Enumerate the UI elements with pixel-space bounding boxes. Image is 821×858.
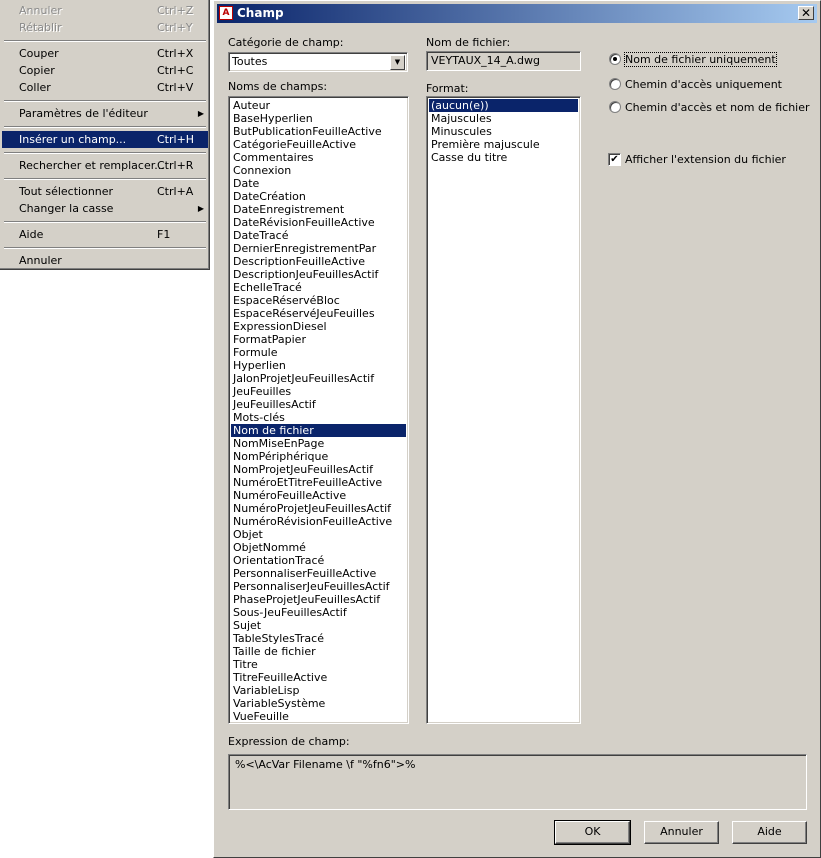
field-names-items	[230, 99, 407, 723]
field-name-item[interactable]: ObjetNommé	[233, 541, 306, 554]
field-name-item[interactable]: Formule	[233, 346, 278, 359]
radio-path-only[interactable]	[609, 78, 621, 90]
menu-item-help[interactable]: Aide F1	[19, 228, 171, 241]
format-list[interactable]	[426, 96, 581, 724]
menu-separator	[4, 221, 206, 223]
field-dialog	[213, 0, 821, 858]
format-label: Format:	[426, 82, 469, 95]
field-name-item[interactable]: ButPublicationFeuilleActive	[233, 125, 382, 138]
dialog-titlebar	[217, 4, 817, 23]
field-name-item[interactable]: Mots-clés	[233, 411, 285, 424]
help-button[interactable]: Aide	[732, 821, 807, 844]
field-name-item[interactable]: TableStylesTracé	[233, 632, 324, 645]
field-name-item[interactable]: Hyperlien	[233, 359, 286, 372]
menu-item-redo: Rétablir Ctrl+Y	[19, 21, 193, 34]
ok-button[interactable]: OK	[555, 821, 630, 844]
menu-item-find-replace[interactable]: Rechercher et remplacer... Ctrl+R	[19, 159, 194, 172]
radio-filename-only[interactable]	[609, 53, 621, 65]
field-name-item[interactable]: NuméroFeuilleActive	[233, 489, 347, 502]
field-name-item[interactable]: Date	[233, 177, 260, 190]
radio-path-and-filename[interactable]	[609, 101, 621, 113]
field-name-item[interactable]: VueFeuille	[233, 710, 289, 723]
field-name-item[interactable]: EspaceRéservéJeuFeuilles	[233, 307, 375, 320]
radio-dot-icon	[613, 57, 617, 61]
field-name-item[interactable]: FormatPapier	[233, 333, 306, 346]
radio-filename-only-label[interactable]: Nom de fichier uniquement	[625, 53, 776, 66]
menu-separator	[4, 247, 206, 249]
filename-label: Nom de fichier:	[426, 36, 511, 49]
close-icon[interactable]: ✕	[798, 6, 814, 20]
menu-separator	[4, 152, 206, 154]
field-name-item[interactable]: JeuFeuillesActif	[233, 398, 316, 411]
check-icon: ✔	[610, 154, 619, 165]
show-extension-label[interactable]: Afficher l'extension du fichier	[625, 153, 786, 166]
field-name-item[interactable]: PhaseProjetJeuFeuillesActif	[233, 593, 381, 606]
field-name-item[interactable]: NomMiseEnPage	[233, 437, 325, 450]
field-name-item[interactable]: Titre	[233, 658, 258, 671]
field-name-item[interactable]: NomProjetJeuFeuillesActif	[233, 463, 373, 476]
field-name-item[interactable]: Auteur	[233, 99, 271, 112]
submenu-arrow-icon: ▶	[197, 204, 204, 213]
field-name-item[interactable]: NuméroProjetJeuFeuillesActif	[233, 502, 392, 515]
cancel-button[interactable]: Annuler	[644, 821, 719, 844]
field-name-item[interactable]: JeuFeuilles	[233, 385, 292, 398]
format-item[interactable]: Majuscules	[431, 112, 492, 125]
field-name-item[interactable]: BaseHyperlien	[233, 112, 313, 125]
radio-path-and-filename-label[interactable]: Chemin d'accès et nom de fichier	[625, 101, 810, 114]
context-menu	[0, 0, 210, 270]
format-item[interactable]: Casse du titre	[431, 151, 508, 164]
field-name-item[interactable]: VariableSystème	[233, 697, 326, 710]
format-item[interactable]: Première majuscule	[431, 138, 540, 151]
field-name-item[interactable]: VariableLisp	[233, 684, 300, 697]
dropdown-arrow-icon[interactable]: ▼	[390, 55, 405, 70]
field-name-item[interactable]: NuméroEtTitreFeuilleActive	[233, 476, 383, 489]
field-name-item[interactable]: DateRévisionFeuilleActive	[233, 216, 375, 229]
field-name-item[interactable]: Sous-JeuFeuillesActif	[233, 606, 347, 619]
field-name-item[interactable]: DateTracé	[233, 229, 289, 242]
field-name-item[interactable]: Objet	[233, 528, 263, 541]
menu-separator	[4, 100, 206, 102]
expression-value: %<\AcVar Filename \f "%fn6">%	[235, 758, 416, 771]
menu-item-copy[interactable]: Copier Ctrl+C	[19, 64, 194, 77]
field-name-item[interactable]: EspaceRéservéBloc	[233, 294, 340, 307]
field-name-item[interactable]: Connexion	[233, 164, 292, 177]
menu-separator	[4, 126, 206, 128]
field-name-item[interactable]: Sujet	[233, 619, 262, 632]
field-name-item[interactable]: EchelleTracé	[233, 281, 302, 294]
field-names-list[interactable]	[228, 96, 409, 724]
expression-label: Expression de champ:	[228, 735, 350, 748]
expression-box	[228, 754, 807, 810]
format-item[interactable]: Minuscules	[431, 125, 492, 138]
menu-item-change-case[interactable]: Changer la casse ▶	[19, 202, 204, 215]
field-name-item[interactable]: NuméroRévisionFeuilleActive	[233, 515, 393, 528]
show-extension-checkbox[interactable]	[608, 153, 621, 166]
menu-item-editor-settings[interactable]: Paramètres de l'éditeur ▶	[19, 107, 204, 120]
field-name-item[interactable]: ExpressionDiesel	[233, 320, 327, 333]
field-names-label: Noms de champs:	[228, 80, 328, 93]
field-name-item[interactable]: Nom de fichier	[231, 424, 406, 437]
menu-separator	[4, 40, 206, 42]
field-name-item[interactable]: DescriptionJeuFeuillesActif	[233, 268, 379, 281]
field-name-item[interactable]: DescriptionFeuilleActive	[233, 255, 366, 268]
menu-item-select-all[interactable]: Tout sélectionner Ctrl+A	[19, 185, 194, 198]
field-name-item[interactable]: DateEnregistrement	[233, 203, 345, 216]
submenu-arrow-icon: ▶	[197, 109, 204, 118]
menu-item-undo: Annuler Ctrl+Z	[19, 4, 194, 17]
filename-value-box	[426, 51, 581, 71]
format-item[interactable]: (aucun(e))	[429, 99, 578, 112]
category-select[interactable]: Toutes ▼	[228, 52, 408, 72]
menu-item-insert-field[interactable]: Insérer un champ... Ctrl+H	[2, 131, 208, 148]
menu-item-cut[interactable]: Couper Ctrl+X	[19, 47, 194, 60]
field-name-item[interactable]: JalonProjetJeuFeuillesActif	[233, 372, 375, 385]
field-name-item[interactable]: DernierEnregistrementPar	[233, 242, 377, 255]
menu-item-paste[interactable]: Coller Ctrl+V	[19, 81, 194, 94]
dialog-title: Champ	[237, 6, 284, 20]
filename-value: VEYTAUX_14_A.dwg	[431, 54, 540, 67]
menu-separator	[4, 178, 206, 180]
radio-path-only-label[interactable]: Chemin d'accès uniquement	[625, 78, 782, 91]
field-name-item[interactable]: PersonnaliserFeuilleActive	[233, 567, 377, 580]
field-name-item[interactable]: Commentaires	[233, 151, 314, 164]
field-name-item[interactable]: TitreFeuilleActive	[233, 671, 328, 684]
field-name-item[interactable]: NomPériphérique	[233, 450, 329, 463]
field-name-item[interactable]: PersonnaliserJeuFeuillesActif	[233, 580, 390, 593]
field-name-item[interactable]: Taille de fichier	[233, 645, 316, 658]
format-items	[428, 99, 579, 164]
field-name-item[interactable]: DateCréation	[233, 190, 306, 203]
category-label: Catégorie de champ:	[228, 36, 344, 49]
field-name-item[interactable]: CatégorieFeuilleActive	[233, 138, 356, 151]
menu-item-cancel[interactable]: Annuler	[19, 254, 62, 267]
field-name-item[interactable]: OrientationTracé	[233, 554, 325, 567]
app-icon: A	[219, 6, 233, 20]
